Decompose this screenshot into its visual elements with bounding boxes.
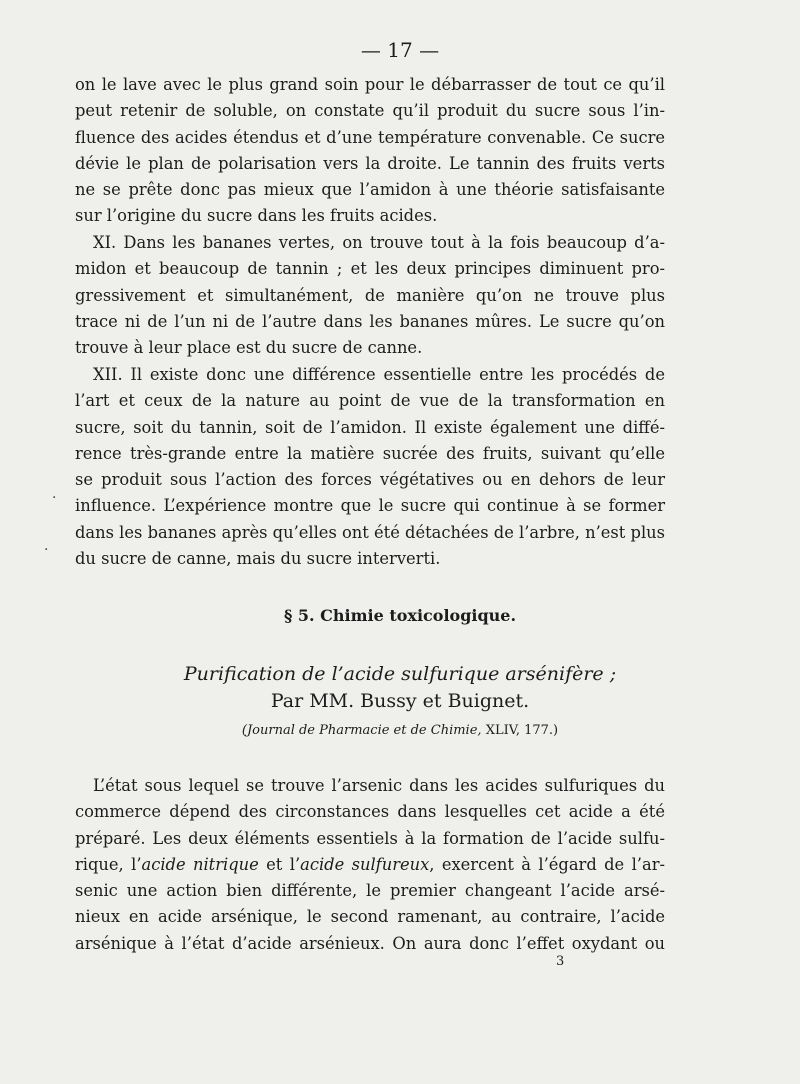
page-number: — 17 — [360,38,440,62]
text-line: se produit sous l’action des forces végétatives ou en dehors de leur [75,470,665,490]
paragraph-1 [75,72,665,230]
text-fragment: , exercent à l’égard de l’ar- [429,854,665,874]
text-line: on le lave avec le plus grand soin pour le débarrasser de tout ce qu’il [75,75,665,94]
text-fragment: et l’ [258,854,301,874]
section-heading: § 5. Chimie toxicologique. [283,606,517,625]
text-line: rence très-grande entre la matière sucrée des fruits, suivant qu’elle [75,443,665,463]
text-line: sucre, soit du tannin, soit de l’amidon. Il existe également une diffé- [75,417,665,437]
source-journal: (Journal de Pharmacie et de Chimie, [241,723,482,738]
text-line: commerce dépend des circonstances dans lesquelles cet acide a été [75,802,665,822]
text-line: dans les bananes après qu’elles ont été détachées de l’arbre, n’est plus [75,522,665,542]
margin-dot: · [52,490,57,506]
text-line: l’art et ceux de la nature au point de vue de la transformation en [75,391,665,411]
text-line: du sucre de canne, mais du sucre interverti. [75,549,441,569]
text-line [75,852,665,878]
italic-term: acide sulfureux [300,854,430,874]
article-authors: Par MM. Bussy et Buignet. [270,690,530,712]
text-line: XI. Dans les bananes vertes, on trouve tout à la fois beaucoup d’a- [93,233,665,252]
text-line: XII. Il existe donc une différence essentielle entre les procédés de [93,365,665,384]
text-line: nieux en acide arsénique, le second ramenant, au contraire, l’acide [75,907,665,927]
text-line: dévie le plan de polarisation vers la droite. Le tannin des fruits verts [75,153,665,173]
text-line: influence. L’expérience montre que le sucre qui continue à se former [75,496,665,516]
paragraph-3 [75,362,665,572]
text-line: midon et beaucoup de tannin ; et les deux principes diminuent pro- [75,259,665,279]
text-line: trace ni de l’un ni de l’autre dans les bananes mûres. Le sucre qu’on [75,311,665,331]
paragraph-4 [75,773,665,957]
italic-term: acide nitrique [141,854,259,874]
article-title: Purification de l’acide sulfurique arsénifère ; [183,663,617,685]
text-line: L’état sous lequel se trouve l’arsenic dans les acides sulfuriques du [93,776,665,795]
text-line: arsénique à l’état d’acide arsénieux. On aura donc l’effet oxydant ou [75,933,665,953]
text-line: senic une action bien différente, le premier changeant l’acide arsé- [75,881,665,901]
margin-dot: · [44,542,49,558]
text-line: ne se prête donc pas mieux que l’amidon à une théorie satisfaisante [75,180,665,200]
text-line: fluence des acides étendus et d’une température convenable. Ce sucre [75,127,665,147]
text-line: peut retenir de soluble, on constate qu’il produit du sucre sous l’in- [75,101,665,121]
text-fragment: rique, l’ [75,854,142,874]
paragraph-2 [75,230,665,361]
text-line: préparé. Les deux éléments essentiels à la formation de l’acide sulfu- [75,828,665,848]
signature-mark: 3 [556,954,565,969]
article-source [0,723,800,738]
text-line: trouve à leur place est du sucre de canne. [75,338,423,358]
text-line: gressivement et simultanément, de manière qu’on ne trouve plus [75,285,665,305]
text-line: sur l’origine du sucre dans les fruits acides. [75,206,438,226]
source-reference: XLIV, 177.) [485,723,559,738]
